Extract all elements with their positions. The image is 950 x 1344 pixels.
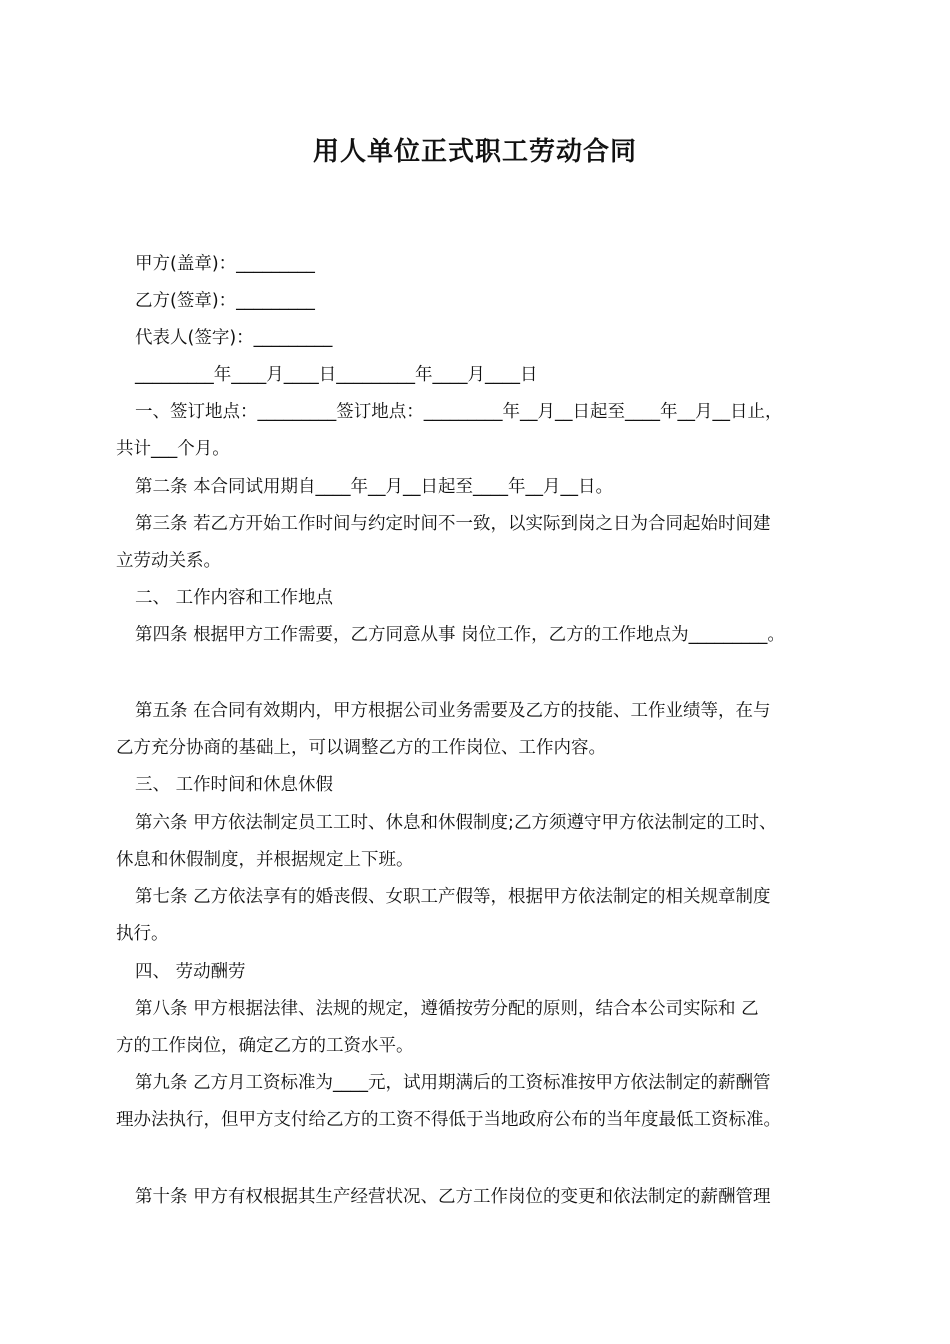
section-2-heading: 二、 工作内容和工作地点: [135, 588, 334, 608]
article-6: 第六条 甲方依法制定员工工时、休息和休假制度;乙方须遵守甲方依法制定的工时、: [135, 813, 777, 833]
article-4: 第四条 根据甲方工作需要，乙方同意从事 岗位工作，乙方的工作地点为_________。: [135, 625, 785, 645]
section-4-heading: 四、 劳动酬劳: [135, 962, 246, 982]
signing-location-line: 一、签订地点：_________签订地点：_________年__月__日起至____年__月__日止，: [135, 402, 783, 422]
article-8: 第八条 甲方根据法律、法规的规定，遵循按劳分配的原则，结合本公司实际和 乙: [135, 999, 759, 1019]
article-9-continued: 理办法执行，但甲方支付给乙方的工资不得低于当地政府公布的当年度最低工资标准。: [116, 1110, 781, 1130]
party-a-seal-line: 甲方(盖章)：_________: [135, 254, 315, 274]
party-b-seal-line: 乙方(签章)：_________: [135, 291, 315, 311]
section-3-heading: 三、 工作时间和休息休假: [135, 775, 334, 795]
representative-signature-line: 代表人(签字)：_________: [135, 328, 333, 348]
article-10: 第十条 甲方有权根据其生产经营状况、乙方工作岗位的变更和依法制定的薪酬管理: [135, 1187, 771, 1207]
article-3: 第三条 若乙方开始工作时间与约定时间不一致，以实际到岗之日为合同起始时间建: [135, 514, 771, 534]
article-7: 第七条 乙方依法享有的婚丧假、女职工产假等，根据甲方依法制定的相关规章制度: [135, 887, 771, 907]
document-title: 用人单位正式职工劳动合同: [312, 137, 637, 167]
term-total-line: 共计___个月。: [116, 439, 230, 459]
article-6-continued: 休息和休假制度，并根据规定上下班。: [116, 850, 414, 870]
article-3-continued: 立劳动关系。: [116, 551, 221, 571]
article-5: 第五条 在合同有效期内，甲方根据公司业务需要及乙方的技能、工作业绩等，在与: [135, 701, 771, 721]
article-7-continued: 执行。: [116, 924, 169, 944]
article-2: 第二条 本合同试用期自____年__月__日起至____年__月__日。: [135, 477, 614, 497]
article-9: 第九条 乙方月工资标准为____元，试用期满后的工资标准按甲方依法制定的薪酬管: [135, 1073, 771, 1093]
date-line: _________年____月____日_________年____月____日: [135, 365, 538, 385]
article-8-continued: 方的工作岗位，确定乙方的工资水平。: [116, 1036, 414, 1056]
article-5-continued: 乙方充分协商的基础上，可以调整乙方的工作岗位、工作内容。: [116, 738, 606, 758]
